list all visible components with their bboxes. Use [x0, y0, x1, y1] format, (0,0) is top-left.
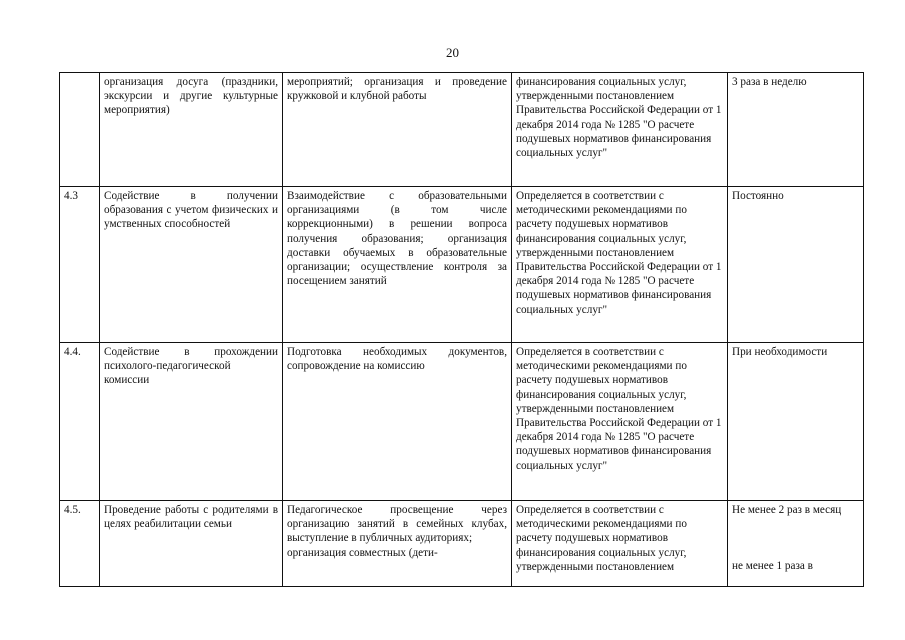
service-description-cell — [283, 501, 512, 587]
service-frequency: При необходимости — [728, 343, 864, 501]
service-standard: финансирования социальных услуг, утвержденными постановлением Правительства Российской Федерации от 1 декабря 2014 года № 1285 "О расчете подушевых нормативов финансирования социальных услуг" — [512, 73, 728, 187]
table-row — [60, 343, 864, 501]
service-frequency-cell — [728, 501, 864, 587]
service-standard: Определяется в соответствии с методическими рекомендациями по расчету подушевых нормативов финансирования социальных услуг, утвержденными постановлением Правительства Российской Федерации от 1 декабря 2014 года № 1285 "О расчете подушевых нормативов финансирования социальных услуг" — [512, 187, 728, 343]
service-frequency-secondary: не менее 1 раза в — [732, 560, 813, 573]
service-description: мероприятий; организация и проведение кружковой и клубной работы — [283, 73, 512, 187]
service-name: Проведение работы с родителями в целях реабилитации семьи — [100, 501, 283, 587]
row-number: 4.3 — [60, 187, 100, 343]
service-standard: Определяется в соответствии с методическими рекомендациями по расчету подушевых нормативов финансирования социальных услуг, утвержденными постановлением Правительства Российской Федерации от 1 декабря 2014 года № 1285 "О расчете подушевых нормативов финансирования социальных услуг" — [512, 343, 728, 501]
row-number — [60, 73, 100, 187]
service-name: организация досуга (праздники, экскурсии и другие культурные мероприятия) — [100, 73, 283, 187]
service-description-continued: организация совместных (дети- — [287, 546, 438, 559]
service-description: Взаимодействие с образовательными организациями (в том числе коррекционными) в решении вопроса получения образования; организация доставки обучаемых в образовательные организации; осуществление контроля за посещением занятий — [283, 187, 512, 343]
service-description: Педагогическое просвещение через организацию занятий в семейных клубах, выступление в публичных аудиториях; — [287, 504, 507, 545]
service-frequency: Постоянно — [728, 187, 864, 343]
service-description: Подготовка необходимых документов, сопровождение на комиссию — [283, 343, 512, 501]
row-number: 4.4. — [60, 343, 100, 501]
table-row — [60, 501, 864, 587]
service-frequency: 3 раза в неделю — [728, 73, 864, 187]
row-number: 4.5. — [60, 501, 100, 587]
services-table — [59, 72, 864, 587]
table-row — [60, 187, 864, 343]
service-name: Содействие в получении образования с учетом физических и умственных способностей — [100, 187, 283, 343]
table-row — [60, 73, 864, 187]
service-frequency: Не менее 2 раз в месяц — [732, 504, 842, 516]
service-standard: Определяется в соответствии с методическими рекомендациями по расчету подушевых нормативов финансирования социальных услуг, утвержденными постановлением — [512, 501, 728, 587]
page-number: 20 — [446, 45, 459, 60]
service-name: Содействие в прохождении психолого-педагогической комиссии — [100, 343, 283, 501]
